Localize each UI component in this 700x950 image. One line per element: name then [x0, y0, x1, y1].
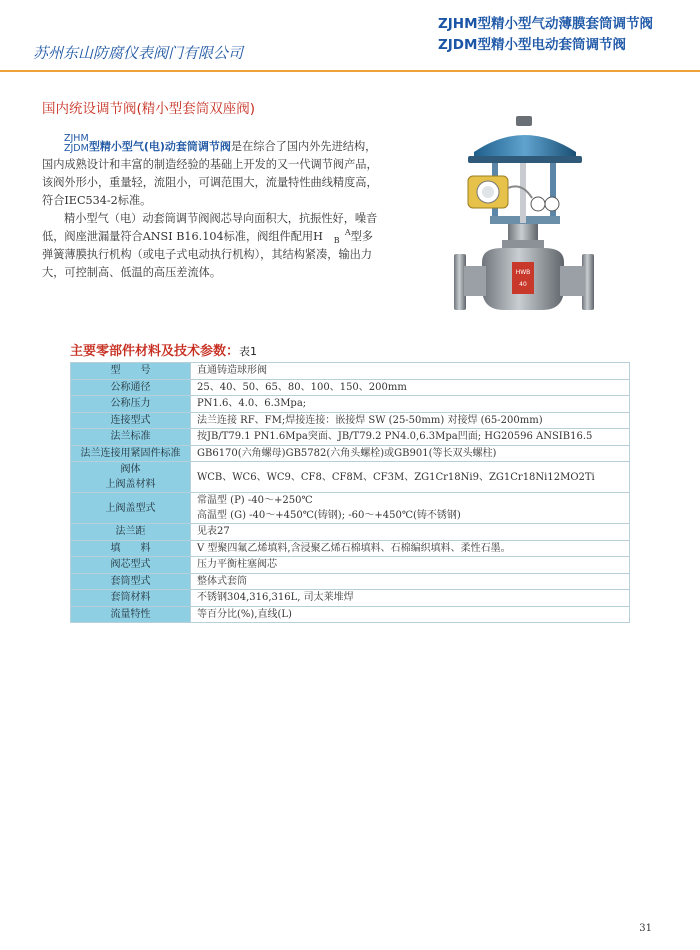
table-value-cell: 压力平衡柱塞阀芯	[191, 557, 630, 574]
table-key-cell: 上阀盖型式	[71, 493, 191, 524]
table-row	[71, 540, 630, 557]
table-row	[71, 445, 630, 462]
table-row	[71, 396, 630, 413]
header-title-zjhm: ZJHM型精小型气动薄膜套筒调节阀	[438, 16, 654, 32]
model-stack	[64, 134, 89, 154]
page-number: 31	[639, 923, 652, 934]
spec-table	[70, 362, 630, 623]
table-title-text: 主要零部件材料及技术参数：	[70, 344, 240, 359]
intro-paragraph-1	[42, 133, 382, 210]
section-title: 国内统设调节阀(精小型套筒双座阀)	[42, 101, 256, 117]
table-value-cell: WCB、WC6、WC9、CF8、CF8M、CF3M、ZG1Cr18Ni9、ZG1Cr18Ni12MO2Ti	[191, 462, 630, 493]
table-value-cell: 按JB/T79.1 PN1.6Mpa突面、JB/T79.2 PN4.0,6.3Mpa凹面; HG20596 ANSIB16.5	[191, 429, 630, 446]
valve-marking-2: 40	[519, 281, 527, 288]
table-key-cell: 公称压力	[71, 396, 191, 413]
table-row	[71, 606, 630, 623]
table-value-cell: 等百分比(%),直线(L)	[191, 606, 630, 623]
table-value-cell: 直通铸造球形阀	[191, 363, 630, 380]
table-value-cell: 常温型 (P) -40～+250℃ 高温型 (G) -40～+450℃(铸钢); -60～+450℃(铸不锈钢)	[191, 493, 630, 524]
table-key-cell: 填 料	[71, 540, 191, 557]
table-value-cell: 25、40、50、65、80、100、150、200mm	[191, 379, 630, 396]
table-value-cell: 见表27	[191, 524, 630, 541]
table-key-cell: 套筒型式	[71, 573, 191, 590]
actuator-subscript	[323, 229, 351, 245]
table-value-cell: 法兰连接 RF、FM;焊接连接：嵌接焊 SW (25-50mm) 对接焊 (65-200mm)	[191, 412, 630, 429]
company-name: 苏州东山防腐仪表阀门有限公司	[33, 44, 244, 62]
table-row	[71, 462, 630, 493]
table-row	[71, 557, 630, 574]
table-row	[71, 524, 630, 541]
table-row	[71, 493, 630, 524]
table-key-cell: 连接型式	[71, 412, 191, 429]
table-title	[70, 340, 257, 359]
table-value-cell: V 型聚四氟乙烯填料,含浸聚乙烯石棉填料、石棉编织填料、柔性石墨。	[191, 540, 630, 557]
table-key-cell: 法兰距	[71, 524, 191, 541]
table-value-cell: 不锈钢304,316,316L, 司太莱堆焊	[191, 590, 630, 607]
table-number: 表1	[239, 345, 258, 358]
table-key-cell: 阀芯型式	[71, 557, 191, 574]
model-top: ZJHM	[64, 133, 89, 144]
table-value-cell: PN1.6、4.0、6.3Mpa;	[191, 396, 630, 413]
control-valve-image	[452, 112, 596, 334]
table-key-cell: 流量特性	[71, 606, 191, 623]
header-title-zjdm: ZJDM型精小型电动套筒调节阀	[438, 37, 626, 53]
table-row	[71, 429, 630, 446]
table-key-cell: 公称通径	[71, 379, 191, 396]
header-titles	[438, 14, 670, 56]
intro-p2-before: 精小型气（电）动套筒调节阀阀芯导向面积大，抗振性好，噪音低，阀座泄漏量符合ANSI B16.104标准，阀组件配用H	[42, 212, 378, 243]
table-key-cell: 法兰标准	[71, 429, 191, 446]
intro-p2-after: 型多弹簧薄膜执行机构（或电子式电动执行机构），其结构紧凑，输出力大，可控制高、低温的高压差流体。	[42, 230, 373, 279]
intro-paragraph-2	[42, 210, 382, 282]
table-value-cell: GB6170(六角螺母)GB5782(六角头螺栓)或GB901(等长双头螺柱)	[191, 445, 630, 462]
table-row	[71, 379, 630, 396]
table-key-cell: 法兰连接用紧固件标准	[71, 445, 191, 462]
model-name: 型精小型气(电)动套筒调节阀	[88, 140, 231, 153]
table-row	[71, 573, 630, 590]
hab-bottom: B	[333, 236, 340, 245]
model-bottom: ZJDM	[64, 143, 89, 154]
intro-text	[42, 133, 382, 282]
actuator-dome	[474, 135, 576, 158]
valve-marking-1: HWB	[515, 269, 531, 276]
intro-p1-text: 是在综合了国内外先进结构，国内成熟设计和丰富的制造经验的基础上开发的又一代调节阀产品，该阀外形小，重量轻，流阻小，可调范围大，流量特性曲线精度高，符合IEC534-2标准。	[42, 140, 378, 207]
table-key-cell: 型 号	[71, 363, 191, 380]
table-key-cell: 阀体 上阀盖材料	[71, 462, 191, 493]
hab-top: A	[344, 228, 351, 237]
table-value-cell: 整体式套筒	[191, 573, 630, 590]
table-row	[71, 590, 630, 607]
header-divider	[0, 70, 700, 72]
table-key-cell: 套筒材料	[71, 590, 191, 607]
table-row	[71, 412, 630, 429]
table-row	[71, 363, 630, 380]
